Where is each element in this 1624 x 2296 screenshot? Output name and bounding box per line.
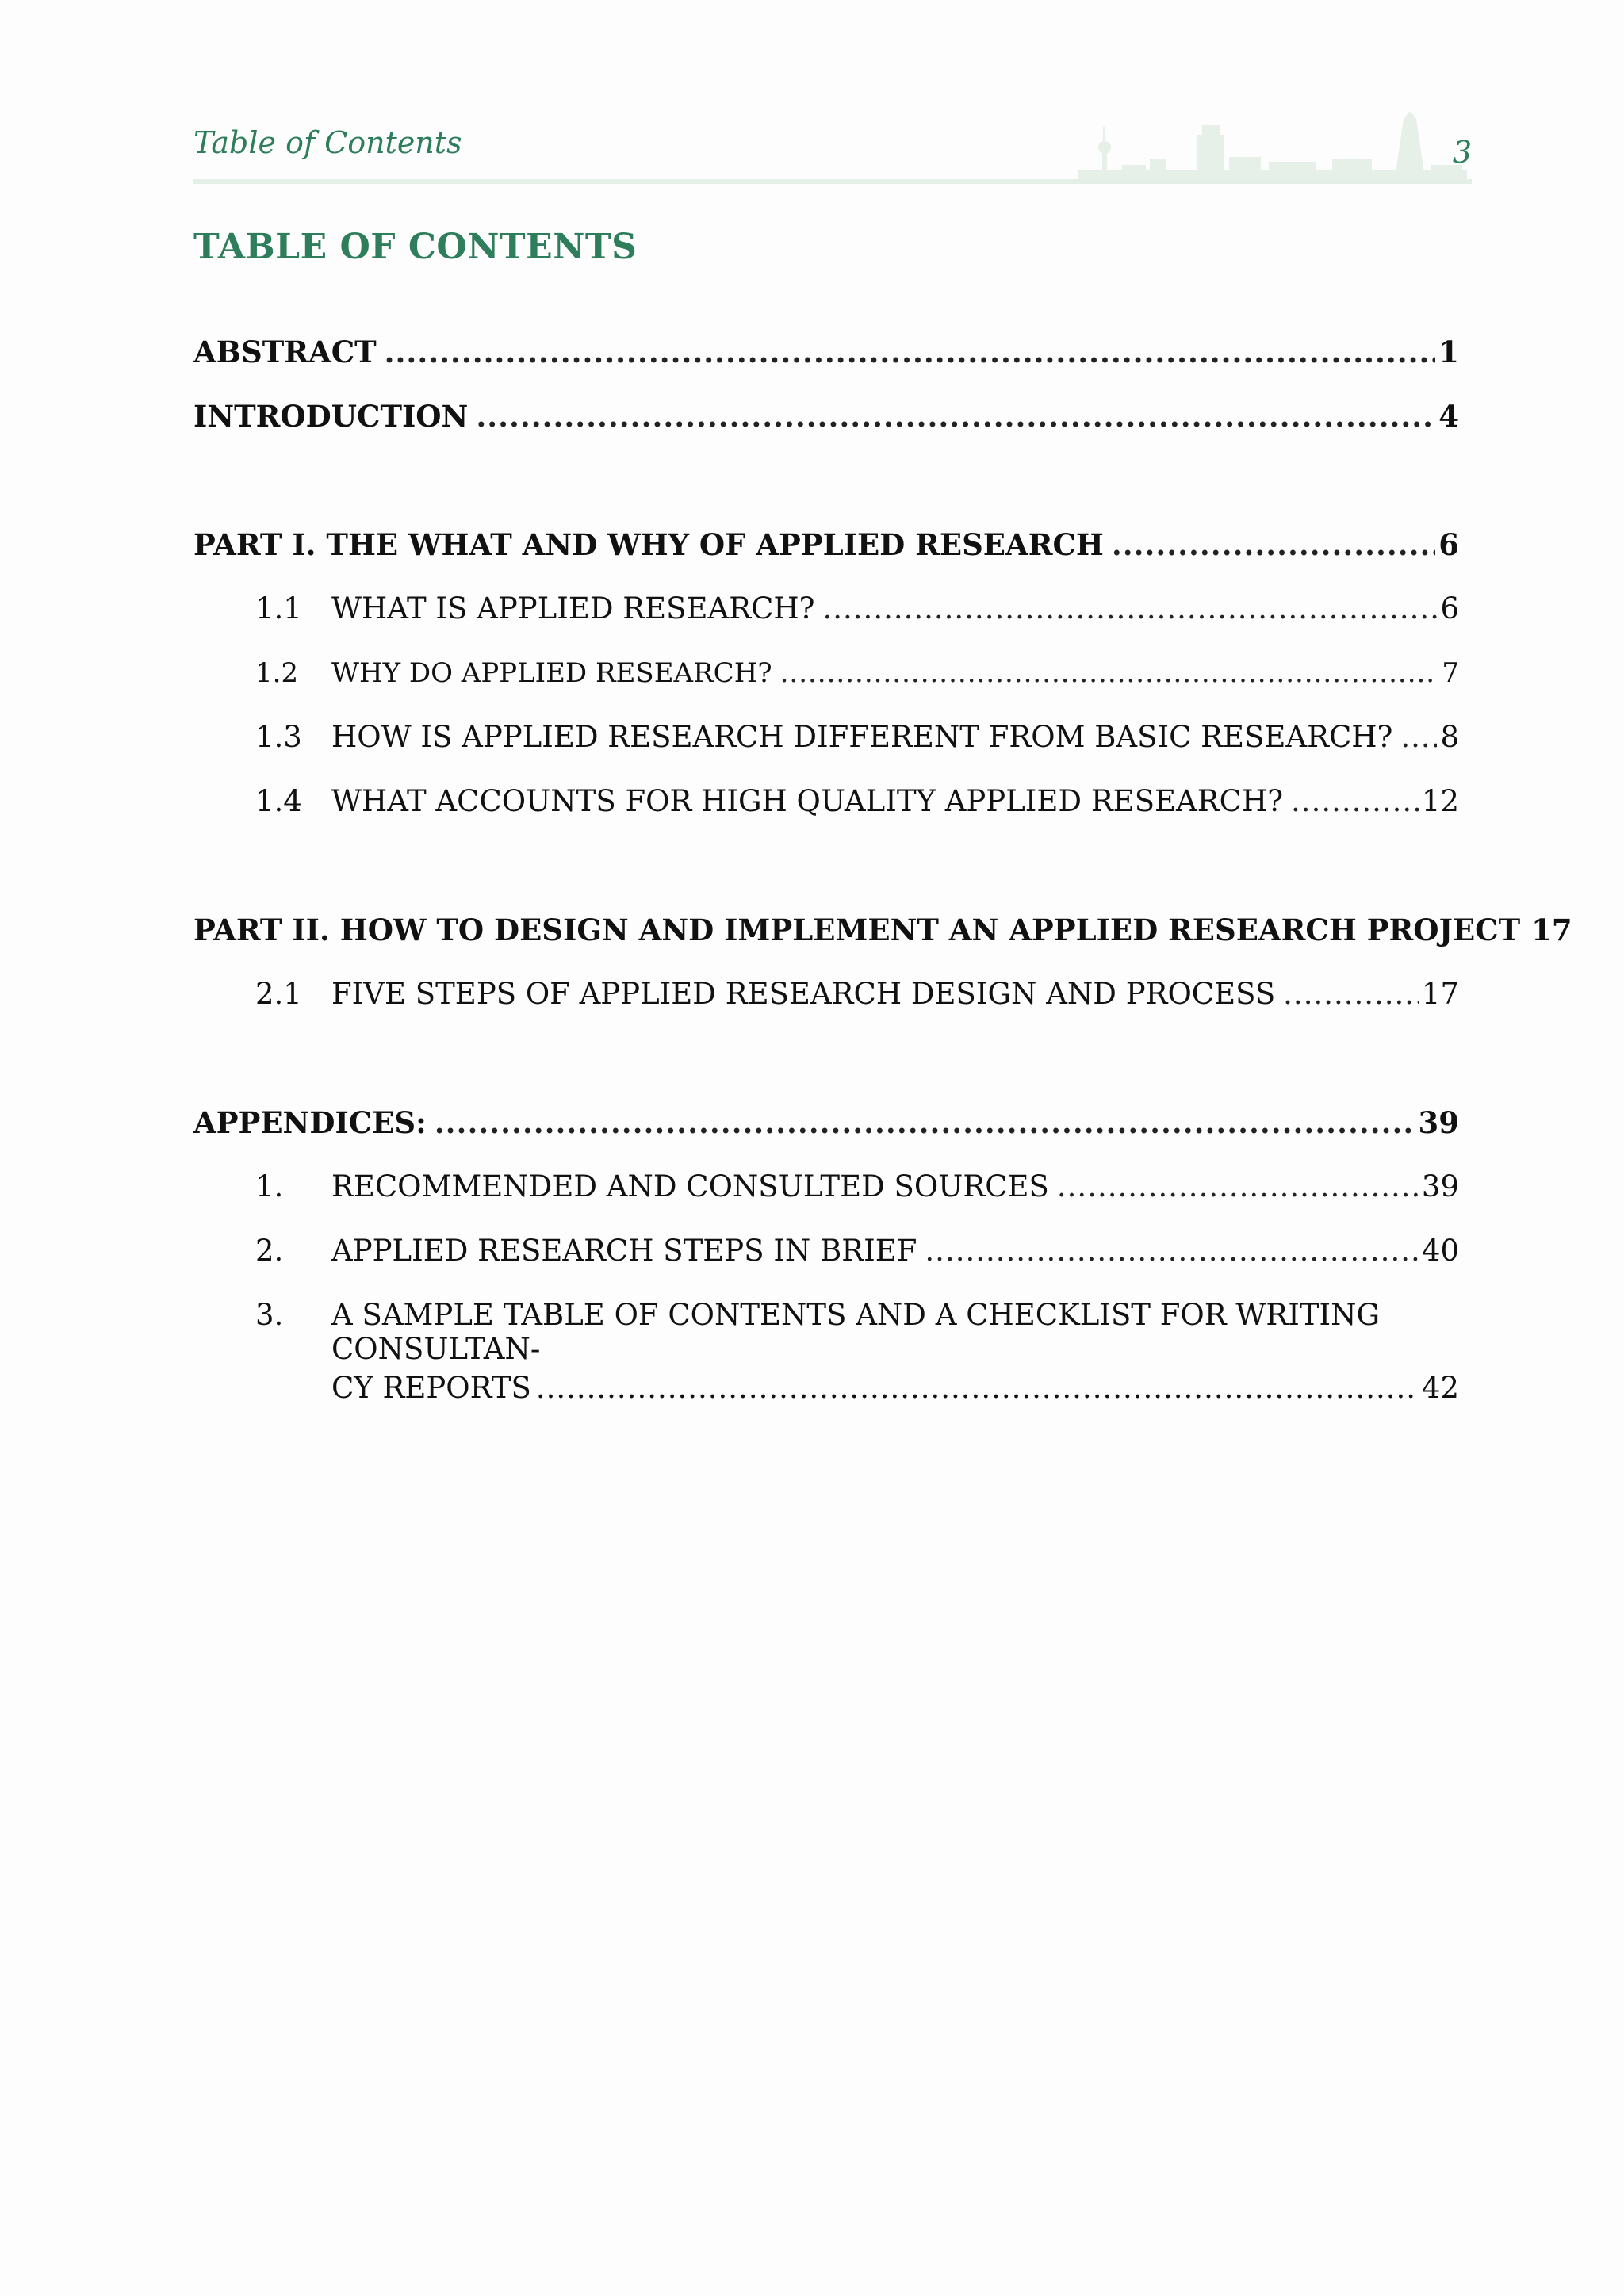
- dot-leader: [1400, 720, 1437, 754]
- toc-entry-page: 40: [1421, 1234, 1459, 1268]
- header-divider: [193, 179, 1472, 184]
- toc-entry-number: 1.2: [255, 657, 299, 689]
- toc-entry-number: 1.: [255, 1169, 284, 1203]
- toc-heading: TABLE OF CONTENTS: [193, 227, 638, 267]
- toc-entry-appendix-2[interactable]: [255, 1234, 1459, 1268]
- toc-entry-number: 1.1: [255, 591, 302, 626]
- dot-leader: [536, 1371, 1419, 1405]
- toc-entry-title: APPENDICES:: [193, 1105, 427, 1140]
- toc-entry-page: 12: [1421, 784, 1459, 818]
- toc-entry-title: PART I. THE WHAT AND WHY OF APPLIED RESEARCH: [193, 527, 1104, 562]
- dot-leader: [1112, 527, 1435, 562]
- toc-entry-appendix-3[interactable]: [255, 1298, 1459, 1405]
- toc-entry-1-3[interactable]: [255, 720, 1459, 754]
- toc-entry-page: 39: [1418, 1105, 1459, 1140]
- toc-entry-title: RECOMMENDED AND CONSULTED SOURCES: [331, 1169, 1049, 1203]
- toc-entry-2-1[interactable]: [255, 977, 1459, 1011]
- toc-entry-title: INTRODUCTION: [193, 399, 469, 434]
- toc-entry-title: ABSTRACT: [193, 335, 377, 369]
- toc-entry-page: 8: [1440, 720, 1459, 754]
- page-header: [193, 119, 1472, 190]
- toc-entry-1-4[interactable]: [255, 784, 1459, 818]
- dot-leader: [823, 591, 1438, 626]
- toc-entry-title: APPLIED RESEARCH STEPS IN BRIEF: [331, 1234, 917, 1268]
- toc-entry-page: 42: [1421, 1371, 1459, 1405]
- city-skyline-watermark: [1078, 95, 1467, 182]
- toc-entry-1-2[interactable]: [255, 657, 1459, 689]
- toc-entry-number: 1.3: [255, 720, 302, 754]
- dot-leader: [925, 1234, 1418, 1268]
- dot-leader: [1283, 977, 1419, 1011]
- toc-entry-appendices[interactable]: [193, 1105, 1459, 1140]
- toc-entry-page: 1: [1438, 335, 1459, 369]
- toc-entry-title: FIVE STEPS OF APPLIED RESEARCH DESIGN AND PROCESS: [331, 977, 1276, 1011]
- toc-entry-title: PART II. HOW TO DESIGN AND IMPLEMENT AN APPLIED RESEARCH PROJECT: [193, 913, 1521, 947]
- toc-entry-title: WHAT ACCOUNTS FOR HIGH QUALITY APPLIED RESEARCH?: [331, 784, 1284, 818]
- toc-entry-page: 17: [1421, 977, 1459, 1011]
- toc-entry-abstract[interactable]: [193, 335, 1459, 369]
- toc-entry-page: 17: [1531, 913, 1572, 947]
- toc-entry-title: WHAT IS APPLIED RESEARCH?: [331, 591, 815, 626]
- toc-entry-introduction[interactable]: [193, 399, 1459, 434]
- toc-entry-1-1[interactable]: [255, 591, 1459, 626]
- toc-entry-title-continued: CY REPORTS: [331, 1371, 531, 1405]
- dot-leader: [780, 657, 1439, 689]
- page-number: 3: [1452, 135, 1472, 170]
- dot-leader: [435, 1105, 1415, 1140]
- toc-entry-appendix-1[interactable]: [255, 1169, 1459, 1203]
- running-title: Table of Contents: [193, 125, 462, 160]
- toc-entry-page: 7: [1442, 657, 1459, 689]
- toc-entry-number: 3.: [255, 1298, 284, 1332]
- toc-entry-number: 2.1: [255, 977, 302, 1011]
- toc-entry-number: 1.4: [255, 784, 302, 818]
- dot-leader: [1057, 1169, 1419, 1203]
- toc-entry-page: 6: [1438, 527, 1459, 562]
- dot-leader: [476, 399, 1435, 434]
- dot-leader: [1291, 784, 1419, 818]
- toc-entry-part1[interactable]: [193, 527, 1459, 562]
- toc-entry-number: 2.: [255, 1234, 284, 1268]
- toc-entry-title: WHY DO APPLIED RESEARCH?: [331, 657, 772, 689]
- dot-leader: [385, 335, 1436, 369]
- toc-entry-page: 4: [1438, 399, 1459, 434]
- toc-entry-title: HOW IS APPLIED RESEARCH DIFFERENT FROM BASIC RESEARCH?: [331, 720, 1393, 754]
- toc-entry-page: 6: [1440, 591, 1459, 626]
- toc-entry-page: 39: [1421, 1169, 1459, 1203]
- toc-entry-title: A SAMPLE TABLE OF CONTENTS AND A CHECKLIST FOR WRITING CONSULTAN-: [331, 1298, 1381, 1366]
- toc-entry-part2[interactable]: [193, 913, 1572, 947]
